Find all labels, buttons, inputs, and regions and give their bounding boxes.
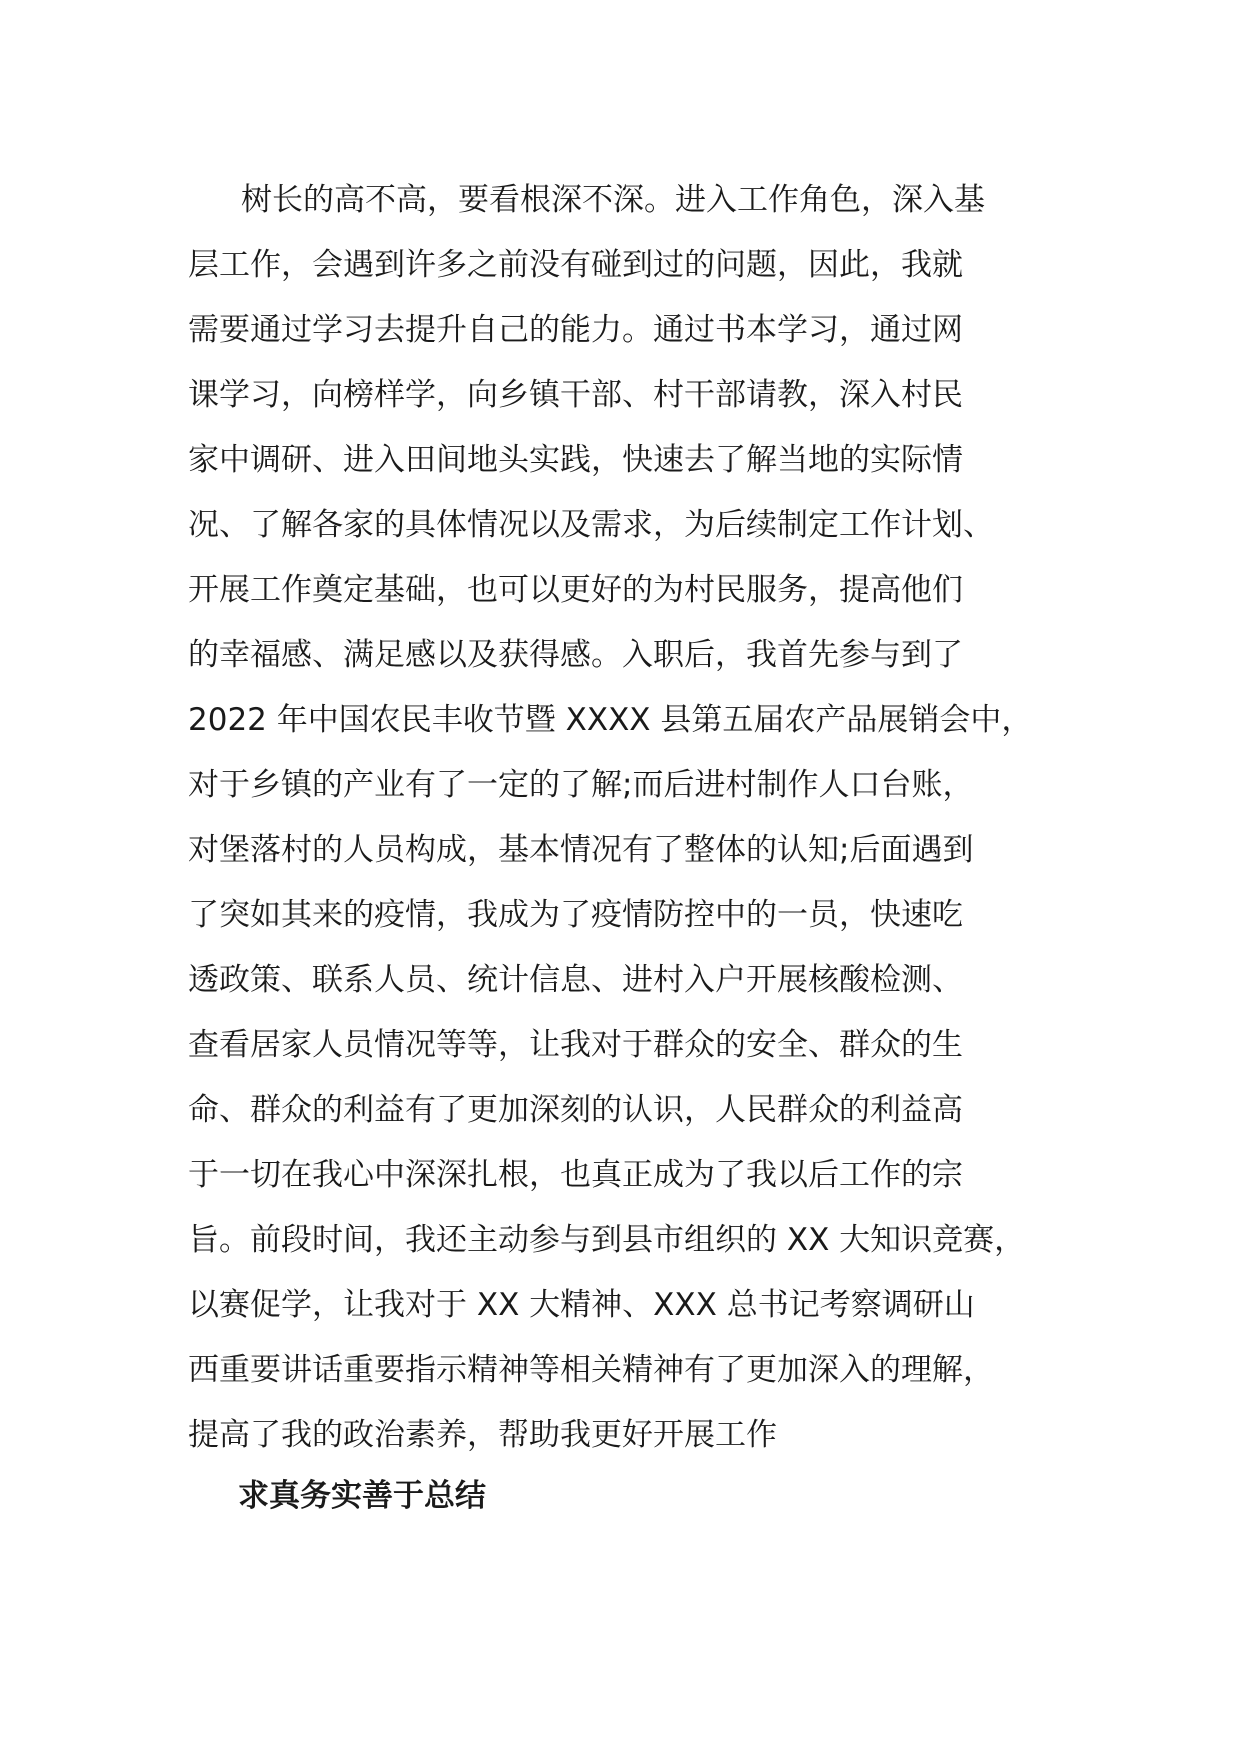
paragraph-line: 需要通过学习去提升自己的能力。通过书本学习，通过网 <box>188 312 963 348</box>
paragraph-line: 的幸福感、满足感以及获得感。入职后，我首先参与到了 <box>188 637 963 673</box>
paragraph-line: 查看居家人员情况等等，让我对于群众的安全、群众的生 <box>188 1027 963 1063</box>
paragraph-line: 以赛促学，让我对于 XX 大精神、XXX 总书记考察调研山 <box>188 1287 975 1323</box>
paragraph-line: 课学习，向榜样学，向乡镇干部、村干部请教，深入村民 <box>188 377 963 413</box>
paragraph-line: 层工作，会遇到许多之前没有碰到过的问题，因此，我就 <box>188 247 963 283</box>
paragraph-line: 树长的高不高，要看根深不深。进入工作角色，深入基 <box>241 182 985 218</box>
paragraph-line: 对堡落村的人员构成，基本情况有了整体的认知;后面遇到 <box>188 832 974 868</box>
body-paragraph <box>188 168 1088 1468</box>
section-heading: 求真务实善于总结 <box>238 1478 486 1514</box>
paragraph-line: 旨。前段时间，我还主动参与到县市组织的 XX 大知识竞赛， <box>188 1222 1026 1258</box>
paragraph-line: 开展工作奠定基础，也可以更好的为村民服务，提高他们 <box>188 572 963 608</box>
paragraph-line: 2022 年中国农民丰收节暨 XXXX 县第五届农产品展销会中， <box>188 702 1033 738</box>
paragraph-line: 西重要讲话重要指示精神等相关精神有了更加深入的理解， <box>188 1352 994 1388</box>
paragraph-line: 于一切在我心中深深扎根，也真正成为了我以后工作的宗 <box>188 1157 963 1193</box>
paragraph-line: 了突如其来的疫情，我成为了疫情防控中的一员，快速吃 <box>188 897 963 933</box>
paragraph-line: 透政策、联系人员、统计信息、进村入户开展核酸检测、 <box>188 962 963 998</box>
paragraph-line: 家中调研、进入田间地头实践，快速去了解当地的实际情 <box>188 442 963 478</box>
paragraph-line: 对于乡镇的产业有了一定的了解;而后进村制作人口台账， <box>188 767 974 803</box>
paragraph-line: 况、了解各家的具体情况以及需求，为后续制定工作计划、 <box>188 507 994 543</box>
paragraph-line: 提高了我的政治素养，帮助我更好开展工作 <box>188 1417 777 1453</box>
paragraph-line: 命、群众的利益有了更加深刻的认识，人民群众的利益高 <box>188 1092 963 1128</box>
